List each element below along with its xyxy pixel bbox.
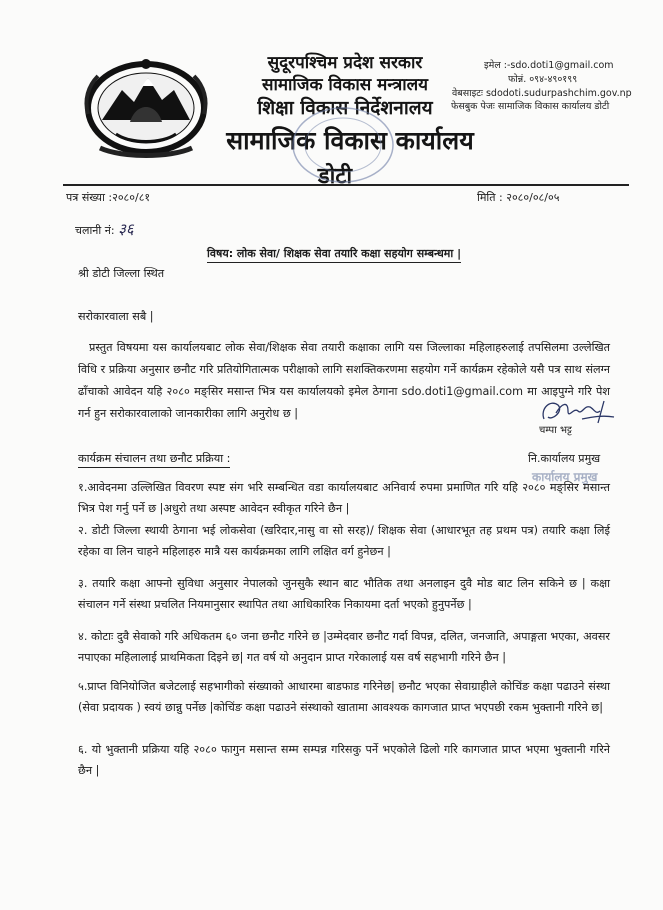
dispatch-label: चलानी नं: bbox=[75, 224, 115, 237]
letter-date: मिति : २०८०/०८/०५ bbox=[477, 191, 560, 204]
signer-name: चम्पा भट्ट bbox=[539, 425, 572, 436]
addressee: श्री डोटी जिल्ला स्थित bbox=[78, 267, 165, 280]
process-item: ३. तयारि कक्षा आफ्नो सुविधा अनुसार नेपालको जुनसुकै स्थान बाट भौतिक तथा अनलाइन दुवै मोड बाट लिन सकिने छ | कक्षा संचालन गर्ने संस्था प्रचलित नियमानुसार स्थापित तथा आधिकारिक निकायमा दर्ता भएको हुनुपर्नेछ | bbox=[78, 577, 610, 611]
district-heading: डोटी bbox=[317, 164, 353, 189]
concerned-parties: सरोकारवाला सबै | bbox=[78, 310, 154, 323]
ministry-heading: सामाजिक विकास मन्त्रालय bbox=[261, 75, 429, 95]
process-item: २. डोटी जिल्ला स्थायी ठेगाना भई लोकसेवा (खरिदार,नासु वा सो सरह)/ शिक्षक सेवा (आधारभूत तह प्रथम पत्र) तयारि कक्षा लिई रहेका वा लिन चाहने महिलाहरु मात्रै यस कार्यक्रमका लागि लक्षित वर्ग हुनेछन | bbox=[78, 524, 610, 558]
office-stamp: कार्यालय प्रमुख bbox=[532, 470, 598, 484]
process-item: ६. यो भुक्तानी प्रक्रिया यहि २०८० फागुन मसान्त सम्म सम्पन्न गरिसकु पर्ने भएकोले ढिलो गरि कागजात प्राप्त भएमा भुक्तानी गरिने छैन | bbox=[78, 743, 610, 777]
office-heading: सामाजिक विकास कार्यालय bbox=[226, 126, 474, 155]
directorate-heading: शिक्षा विकास निर्देशनालय bbox=[257, 97, 433, 119]
dispatch-value: ३६ bbox=[118, 220, 134, 238]
process-item: ५.प्राप्त विनियोजित बजेटलाई सहभागीको संख्याको आधारमा बाडफाड गरिनेछ| छनौट भएका सेवाग्राहीले कोचिंङ कक्षा पढाउने संस्था (सेवा प्रदायक ) स्वयं छान्नु पर्नेछ |कोचिंङ कक्षा पढाउने संस्थाको खातामा आवश्यक कागजात प्राप्त भएपछी रकम भुक्तानी गरिने छ| bbox=[78, 680, 610, 714]
contact-phone: फोन्नं. ०९४-४९०१९९ bbox=[508, 74, 578, 85]
contact-email: इमेल :-sdo.doti1@gmail.com bbox=[484, 60, 614, 71]
process-item: १.आवेदनमा उल्लिखित विवरण स्पष्ट संग भरि सम्बन्धित वडा कार्यालयबाट अनिवार्य रुपमा प्रमाणित गरि यहि २०८० मङ्सिर मसान्त भित्र पेश गर्नु पर्ने छ |अधुरो तथा अस्पष्ट आवेदन स्वीकृत गरिने छैन | bbox=[78, 481, 610, 515]
process-item: ४. कोटाः दुवै सेवाको गरि अधिकतम ६० जना छनौट गरिने छ |उम्मेदवार छनौट गर्दा विपन्न, दलित, जनजाति, अपाङ्गता भएका, अवसर नपाएका महिलालाई प्राथमिकता दिइने छ| गत वर्ष यो अनुदान प्राप्त गरेकालाई यस वर्ष सहभागी गरिने छैन | bbox=[78, 630, 610, 664]
province-government-heading: सुदूरपश्चिम प्रदेश सरकार bbox=[267, 53, 423, 73]
letter-number: पत्र संख्या :२०८०/८१ bbox=[66, 191, 151, 204]
office-seal-icon bbox=[290, 105, 396, 185]
letter-subject: विषय: लोक सेवा/ शिक्षक सेवा तयारि कक्षा सहयोग सम्बन्धमा | bbox=[207, 246, 461, 263]
signer-title: नि.कार्यालय प्रमुख bbox=[528, 452, 601, 465]
header-divider bbox=[63, 184, 629, 186]
dispatch-number bbox=[75, 219, 134, 239]
contact-website: वेबसाइटः sdodoti.sudurpashchim.gov.np bbox=[452, 88, 632, 99]
section-title: कार्यक्रम संचालन तथा छनौट प्रक्रिया : bbox=[78, 451, 230, 468]
body-paragraph: प्रस्तुत विषयमा यस कार्यालयबाट लोक सेवा/शिक्षक सेवा तयारी कक्षाका लागि यस जिल्लाका महिलाहरुलाई तपसिलमा उल्लेखित विधि र प्रक्रिया अनुसार छनौट गरि प्रतियोगितात्मक परीक्षाको लागि सशक्तिकरणमा सहयोग गर्ने कार्यक्रम रहेकोले यसै पत्र साथ संलग्न ढाँचाको आवेदन यहि २०८० मङ्सिर मसान्त भित्र यस कार्यालयको इमेल ठेगाना sdo.doti1@gmail.com मा आइपुग्ने गरि पेश गर्न हुन सरोकारवालाको जानकारीका लागि अनुरोध छ | bbox=[78, 341, 610, 420]
contact-facebook: फेसबुक पेजः सामाजिक विकास कार्यालय डोटी bbox=[451, 101, 610, 112]
